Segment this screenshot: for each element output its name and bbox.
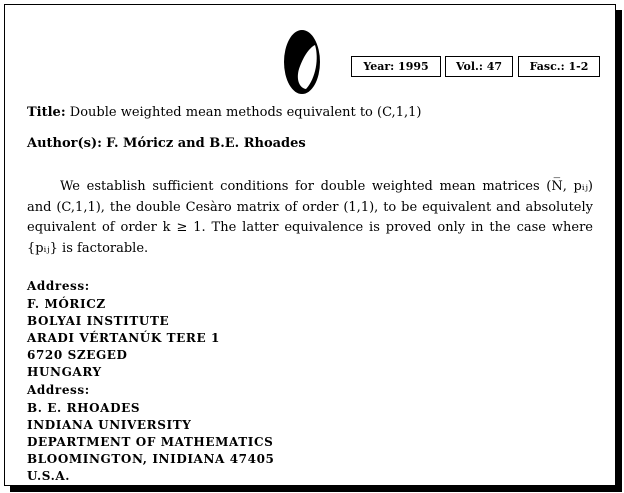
title-label: Title: [27,105,66,120]
address-line: U.S.A. [27,469,71,483]
abstract: We establish sufficient conditions for double weighted mean matrices (N̅, pᵢⱼ) and (C,1,1), the double Cesàro matrix of order (1,1), to be equivalent and absolutely equivalent of order k ≥ 1. The latter equivalence is proved only in the case where {pᵢⱼ} is factorable. [27,179,593,256]
fascicle-box: Fasc.: 1-2 [518,56,600,77]
address-line: DEPARTMENT OF MATHEMATICS [27,435,274,449]
address-label: Address: [27,279,90,293]
authors-label: Author(s): [27,136,102,151]
address-line: HUNGARY [27,365,102,379]
address-block [27,277,274,381]
address-label: Address: [27,383,90,397]
paper-title: Double weighted mean methods equivalent to (C,1,1) [69,105,422,120]
document-page [4,4,616,486]
address-line: F. MÓRICZ [27,297,106,311]
authors: F. Móricz and B.E. Rhoades [106,136,306,151]
address-section [27,277,274,485]
address-line: B. E. RHOADES [27,401,141,415]
address-block [27,381,274,485]
address-line: ARADI VÉRTANÚK TERE 1 [27,331,220,345]
address-line: BLOOMINGTON, INIDIANA 47405 [27,452,275,466]
year-box: Year: 1995 [351,56,441,77]
author-line [27,136,306,151]
volume-box: Vol.: 47 [445,56,513,77]
address-line: BOLYAI INSTITUTE [27,314,170,328]
address-line: 6720 SZEGED [27,348,128,362]
journal-logo-icon [282,28,322,96]
title-line [27,105,421,120]
address-line: INDIANA UNIVERSITY [27,418,192,432]
